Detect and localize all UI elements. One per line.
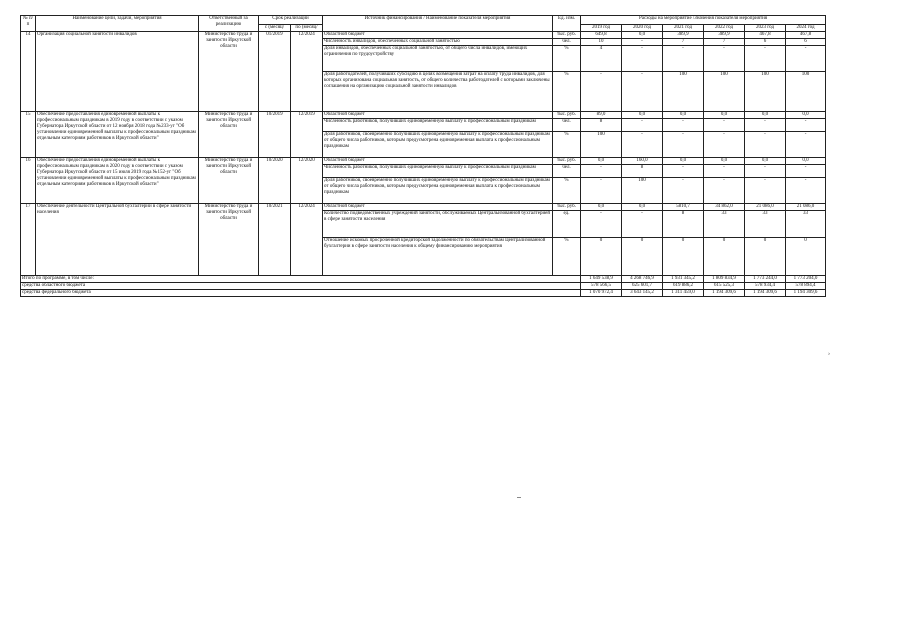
- total-value: 615 525,3: [704, 283, 745, 290]
- value-cell: 33: [745, 211, 786, 238]
- indicator-source: Численность инвалидов, обеспеченных социальной занятостью: [323, 39, 553, 46]
- header-row: [21, 16, 826, 25]
- total-value: 4 268 746,9: [622, 276, 663, 283]
- indicator-source: Доля работников, своевременно получивших единовременную выплату к профессиональным праздникам от общего числа работников, которым предусмотрена единовременная выплата к профессиональным праздникам: [323, 178, 553, 204]
- header-from: с (месяц/: [259, 25, 291, 32]
- value-cell: 0,0: [745, 158, 786, 165]
- value-cell: -: [745, 132, 786, 158]
- value-cell: 0: [663, 238, 704, 276]
- value-cell: 89,0: [581, 112, 622, 119]
- header-year-2020: 2020 год: [622, 25, 663, 32]
- value-cell: -: [704, 46, 745, 72]
- indicator-source: Количество подведомственных учреждений занятости, обслуживаемых Центральизованной бухгалтерией в сфере занятости населения: [323, 211, 553, 238]
- indicator-source: Доля инвалидов, обеспеченных социальной занятостью, от общего числа инвалидов, имеющих ограничения по трудоустройству: [323, 46, 553, 72]
- measure-number: 15: [21, 112, 36, 158]
- value-cell: -: [622, 119, 663, 132]
- measure-responsible: Министерство труда и занятости Иркутской области: [199, 204, 259, 276]
- measure-end: 12/2019: [291, 112, 323, 158]
- value-cell: -: [581, 165, 622, 178]
- measure-end: 12/2024: [291, 32, 323, 112]
- total-value: 1 773 204,0: [786, 276, 826, 283]
- value-cell: 467,8: [745, 32, 786, 39]
- value-cell: 100: [745, 72, 786, 112]
- value-cell: 6: [745, 39, 786, 46]
- value-cell: -: [745, 119, 786, 132]
- value-cell: -: [622, 39, 663, 46]
- indicator-unit: тыс. руб.: [553, 32, 581, 39]
- indicator-unit: %: [553, 238, 581, 276]
- total-label: средства областного бюджета: [21, 283, 581, 290]
- measure-number: 17: [21, 204, 36, 276]
- indicator-unit: тыс. руб.: [553, 112, 581, 119]
- header-period: Срок реализации: [259, 16, 323, 25]
- value-cell: -: [704, 119, 745, 132]
- value-cell: 5810,7: [663, 204, 704, 211]
- measure-start: 10/2021: [259, 204, 291, 276]
- value-cell: -: [581, 72, 622, 112]
- total-row: [21, 290, 826, 297]
- total-row: [21, 276, 826, 283]
- header-year-2023: 2023 год: [745, 25, 786, 32]
- total-value: 1 194 309,6: [745, 290, 786, 297]
- measure-responsible: Министерство труда и занятости Иркутской области: [199, 158, 259, 204]
- value-cell: -: [581, 211, 622, 238]
- value-cell: -: [786, 119, 826, 132]
- value-cell: 389,9: [663, 32, 704, 39]
- value-cell: -: [745, 46, 786, 72]
- total-row: [21, 283, 826, 290]
- measure-start: 01/2019: [259, 32, 291, 112]
- measures-table: [20, 15, 826, 297]
- value-cell: 8: [581, 119, 622, 132]
- indicator-source: Областной бюджет: [323, 158, 553, 165]
- total-value: 3 643 145,2: [622, 290, 663, 297]
- value-cell: 389,9: [704, 32, 745, 39]
- value-cell: 0,0: [786, 158, 826, 165]
- total-value: 1 311 459,0: [663, 290, 704, 297]
- value-cell: 160,0: [622, 158, 663, 165]
- measure-end: 12/2020: [291, 158, 323, 204]
- value-cell: -: [581, 178, 622, 204]
- total-value: 1 194 309,6: [704, 290, 745, 297]
- value-cell: 6: [786, 39, 826, 46]
- page-edge-mark: ›: [828, 351, 830, 357]
- header-unit: Ед. изм.: [553, 16, 581, 32]
- total-value: 625 601,7: [622, 283, 663, 290]
- value-cell: 467,8: [786, 32, 826, 39]
- indicator-source: Областной бюджет: [323, 204, 553, 211]
- indicator-unit: %: [553, 132, 581, 158]
- total-value: 1 773 244,0: [745, 276, 786, 283]
- indicator-unit: %: [553, 178, 581, 204]
- value-cell: 0,0: [704, 158, 745, 165]
- table-row: [21, 112, 826, 119]
- header-to: по (месяц/: [291, 25, 323, 32]
- header-expenses: Расходы на мероприятие /Значения показателя мероприятия: [581, 16, 826, 25]
- value-cell: -: [786, 178, 826, 204]
- measure-responsible: Министерство труда и занятости Иркутской области: [199, 32, 259, 112]
- value-cell: 0,0: [704, 112, 745, 119]
- value-cell: 7: [704, 39, 745, 46]
- value-cell: -: [786, 165, 826, 178]
- value-cell: 100: [704, 72, 745, 112]
- value-cell: 21 086,0: [745, 204, 786, 211]
- total-value: 1 649 538,9: [581, 276, 622, 283]
- value-cell: -: [622, 211, 663, 238]
- value-cell: 0: [622, 238, 663, 276]
- header-year-2019: 2019 год: [581, 25, 622, 32]
- indicator-unit: чел.: [553, 119, 581, 132]
- table-row: [21, 32, 826, 39]
- value-cell: 100: [622, 178, 663, 204]
- header-year-2021: 2021 год: [663, 25, 704, 32]
- measure-number: 16: [21, 158, 36, 204]
- measure-name: Обеспечение предоставления единовременной выплаты к профессиональным праздникам в 2020 году в соответствии с указом Губернатора Иркутской области от 15 июля 2019 года №152-уг "Об установлении единовременной выплаты к профессиональным праздникам отдельным категориям работников в Иркутской области": [36, 158, 199, 204]
- indicator-source: Областной бюджет: [323, 112, 553, 119]
- value-cell: 0,0: [622, 32, 663, 39]
- value-cell: 7: [663, 39, 704, 46]
- value-cell: 0: [786, 238, 826, 276]
- value-cell: 0,0: [663, 112, 704, 119]
- value-cell: -: [745, 165, 786, 178]
- total-value: 1 931 345,2: [663, 276, 704, 283]
- total-value: 578 566,5: [581, 283, 622, 290]
- program-table: [20, 15, 825, 297]
- scan-dash-mark: [517, 497, 521, 498]
- measure-number: 14: [21, 32, 36, 112]
- measure-name: Обеспечение деятельности Центральной бухгалтерии в сфере занятости населения: [36, 204, 199, 276]
- value-cell: -: [786, 46, 826, 72]
- header-no: № п/п: [21, 16, 36, 32]
- value-cell: 0,0: [622, 112, 663, 119]
- value-cell: 0: [581, 238, 622, 276]
- value-cell: 100: [663, 72, 704, 112]
- value-cell: 100: [786, 72, 826, 112]
- measure-start: 10/2019: [259, 112, 291, 158]
- value-cell: -: [663, 132, 704, 158]
- value-cell: 0,0: [663, 158, 704, 165]
- total-value: 1 809 834,9: [704, 276, 745, 283]
- value-cell: 21 086,0: [786, 204, 826, 211]
- header-year-2024: 2024 год: [786, 25, 826, 32]
- value-cell: 0,0: [745, 112, 786, 119]
- value-cell: 8: [622, 165, 663, 178]
- value-cell: 33: [704, 211, 745, 238]
- value-cell: -: [704, 132, 745, 158]
- total-value: 1 194 309,6: [786, 290, 826, 297]
- header-name: Наименование цели, задачи, мероприятия: [36, 16, 199, 32]
- total-value: 619 886,2: [663, 283, 704, 290]
- header-source: Источник финансирования / Наименование показателя мероприятия: [323, 16, 553, 32]
- header-responsible: Ответственный за реализацию: [199, 16, 259, 32]
- value-cell: -: [663, 178, 704, 204]
- measure-name: Обеспечение предоставления единовременной выплаты к профессиональным праздникам в 2019 году в соответствии с указом Губернатора Иркутской области от 12 ноября 2018 года №233-уг "Об установлении единовременной выплаты к профессиональным праздникам отдельным категориям работников в Иркутской области": [36, 112, 199, 158]
- value-cell: 0: [745, 238, 786, 276]
- value-cell: 10: [581, 39, 622, 46]
- indicator-unit: чел.: [553, 165, 581, 178]
- header-year-2022: 2022 год: [704, 25, 745, 32]
- value-cell: 8: [663, 211, 704, 238]
- value-cell: 0,0: [786, 112, 826, 119]
- value-cell: -: [786, 132, 826, 158]
- value-cell: 0,0: [581, 158, 622, 165]
- value-cell: 649,8: [581, 32, 622, 39]
- table-row: [21, 204, 826, 211]
- total-value: 1 070 972,4: [581, 290, 622, 297]
- total-value: 578 894,4: [786, 283, 826, 290]
- value-cell: -: [622, 46, 663, 72]
- indicator-unit: %: [553, 72, 581, 112]
- measure-responsible: Министерство труда и занятости Иркутской области: [199, 112, 259, 158]
- value-cell: 0,0: [622, 204, 663, 211]
- indicator-source: Отношение искомых просроченной кредиторской задолженности по обязательствам Централизованной бухгалтерии в сфере занятости населения к общему финансированию мероприятия: [323, 238, 553, 276]
- value-cell: -: [663, 119, 704, 132]
- value-cell: 34 862,0: [704, 204, 745, 211]
- measure-end: 12/2024: [291, 204, 323, 276]
- table-row: [21, 158, 826, 165]
- indicator-unit: тыс. руб.: [553, 158, 581, 165]
- value-cell: 0: [704, 238, 745, 276]
- indicator-source: Численность работников, получивших единовременную выплату к профессиональным праздникам: [323, 165, 553, 178]
- value-cell: 4: [581, 46, 622, 72]
- indicator-unit: ед.: [553, 211, 581, 238]
- value-cell: -: [663, 165, 704, 178]
- value-cell: -: [704, 165, 745, 178]
- indicator-source: Доля работодателей, получивших субсидию в целях возмещения затрат на оплату труда инвалидов, для которых организована социальная занятость, от общего количества работодателей с которыми заключены соглашения на организацию социальной занятости инвалидов: [323, 72, 553, 112]
- value-cell: -: [622, 132, 663, 158]
- indicator-unit: %: [553, 46, 581, 72]
- indicator-unit: тыс. руб.: [553, 204, 581, 211]
- indicator-source: Численность работников, получивших единовременную выплату к профессиональным праздникам: [323, 119, 553, 132]
- value-cell: 0,0: [581, 204, 622, 211]
- indicator-source: Областной бюджет: [323, 32, 553, 39]
- value-cell: 100: [581, 132, 622, 158]
- value-cell: -: [704, 178, 745, 204]
- measure-name: Организация социальной занятости инвалидов: [36, 32, 199, 112]
- total-label: Итого по программе, в том числе:: [21, 276, 581, 283]
- measure-start: 10/2020: [259, 158, 291, 204]
- indicator-source: Доля работников, своевременно получивших единовременную выплату к профессиональным праздникам от общего числа работников, которым предусмотрена единовременная выплата к профессиональным праздникам: [323, 132, 553, 158]
- value-cell: -: [745, 178, 786, 204]
- value-cell: 33: [786, 211, 826, 238]
- value-cell: -: [622, 72, 663, 112]
- total-label: средства федерального бюджета: [21, 290, 581, 297]
- total-value: 578 934,4: [745, 283, 786, 290]
- indicator-unit: чел.: [553, 39, 581, 46]
- value-cell: -: [663, 46, 704, 72]
